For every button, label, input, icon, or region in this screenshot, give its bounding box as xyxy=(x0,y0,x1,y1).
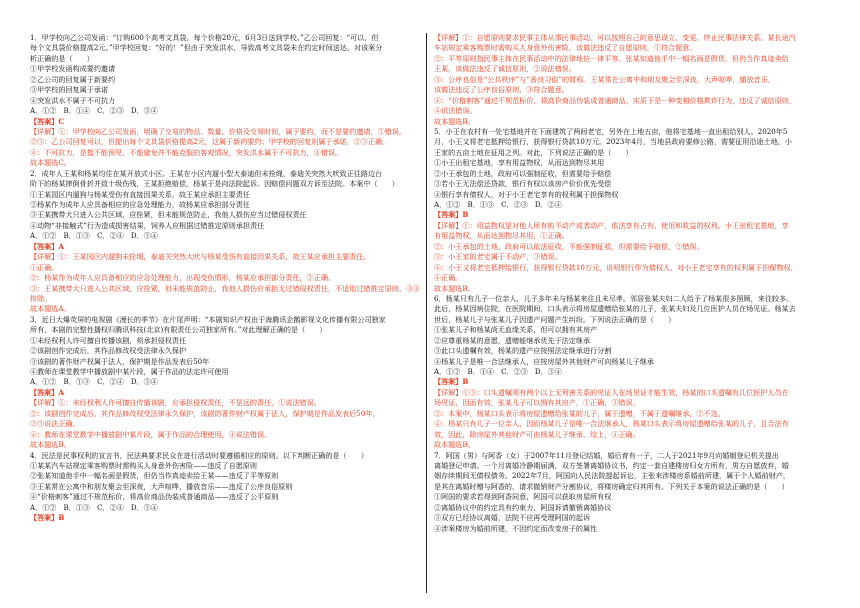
explanation-line: ④：“价格刺客”通过不规范标价，将高价商品伪装成普通商品，实质下是一种变相价格欺诈行为，违反了诚信原则， xyxy=(434,95,796,105)
explanation-line: 王某，该做法违反了诚信原则，②说法错误。 xyxy=(434,64,576,74)
explanation-line: ④：杨某只有儿子一位亲人，因而杨某儿子是唯一合法继承人，杨某口头表示将房屋遗赠给张某的儿子，且合法有 xyxy=(434,419,789,429)
explanation-line: ④说法错误。 xyxy=(434,106,477,116)
text-line: ①甲学校发函构成要约邀请 xyxy=(30,64,116,74)
explanation-line: ②③：乙公司回复可以，但提出每个文具袋价格提高2元，这属于新的要约；甲学校的回复则属于承诺，②③正确。 xyxy=(30,137,390,147)
explanation-line: ④：不可抗力，是指不能预见、不能避免并不能克服的客观情况，突发洪水属于不可抗力，④错误。 xyxy=(30,147,343,157)
explanation-line: 故本题选C。 xyxy=(30,158,71,168)
explanation-line: ②：该剧创作完成后，其作品修改权受法律永久保护，该剧的著作财产权属于法人，保护期是作品发表后50年， xyxy=(30,408,380,418)
explanation-line: 【详解】①：用益物权是对他人所有的不动产或者动产，依法享有占有、使用和收益的权利。小王出租宅基地，享 xyxy=(434,220,789,230)
text-line: A．①② B．①③ C．②④ D．③④ xyxy=(30,502,158,512)
text-line: 2．成年人王某和杨某均住在某开放式小区。王某在小区内遛小型犬泰迪但未拴绳，泰迪关突然大吠致正往路边台 xyxy=(30,168,383,178)
text-line: ②张某知道他手中一幅名画是假货，但仍当作真迹卖给王某——违反了平等原则 xyxy=(30,471,279,481)
text-line: ③此口头遗嘱有效，杨某的遗产应按照法定继承进行分割 xyxy=(434,346,612,356)
text-line: A．①② B．①③ C．②③ D．②④ xyxy=(434,200,562,209)
explanation-line: ④：教师在课堂教学中播放剧中某片段，属于作品的合理使用，④说法错误。 xyxy=(30,429,272,439)
explanation-line: 【详解】①：未经权利人许可擅自传播该剧，应承担侵权责任，不是远的责任，①说法错误。 xyxy=(30,398,321,408)
text-line: 6．杨某只有儿子一位亲人，儿子多年未与杨某来往且未尽孝。邻居张某夫妇二人给予了杨某很多照顾，来往较多。 xyxy=(434,293,794,303)
answer-key: 【答案】A xyxy=(30,241,64,251)
explanation-line: 【详解】①③：口头遗嘱须有两个以上无利害关系的见证人在场见证才能生效，杨某的口头遗嘱有几位医护人员在 xyxy=(434,387,789,397)
explanation-line: 【详解】①：甲学校向乙公司发函，明确了交易的物品、数量、价格及交易时间，属于要约，而不是要约邀请，①错误。 xyxy=(30,126,406,136)
answer-key: 【答案】B xyxy=(434,210,469,220)
text-line: ①某某汽车站规定乘客购票时需购买人身意外伤害险——违反了自愿原则 xyxy=(30,460,257,470)
text-line: ④杨某儿子是唯一合法继承人，应按房屋外其他财产可向杨某儿子继承 xyxy=(434,356,654,366)
explanation-line: 有用益物权，从而达到物尽其用，①正确。 xyxy=(434,231,569,241)
explanation-line: ②：杨某作为成年人应具备相应的应急处理能力，出现受伤情形，杨某应承担部分责任，②正确。 xyxy=(30,273,336,283)
text-line: ②小王承包的土地，政府可以强制征收，但需要给予赔偿 xyxy=(434,168,612,178)
text-line: 离婚登记申请。一个月离婚冷静期届满，双方签署离婚协议书，约定一套自建楼房归女方所有，男方自愿放弃，婚 xyxy=(434,460,789,470)
explanation-line: ②③说法正确。 xyxy=(30,419,80,429)
explanation-line: 故本题选B。 xyxy=(434,440,475,450)
answer-key: 【答案】C xyxy=(30,116,65,126)
text-line: 月，小王又将老宅抵押给银行，获得银行贷款10万元。2023年4月，当地县政府要修公路，需要征用沿途土地，小 xyxy=(434,137,792,147)
text-line: ③双方已经协议离婚，法院不应再受理阿国的起诉 xyxy=(434,513,591,523)
text-line: ②杨某作为成年人应具备相应的应急处理能力，故杨某应承担部分责任 xyxy=(30,200,250,209)
text-line: ④教师在课堂教学中播放剧中某片段，属于作品的法定许可使用 xyxy=(30,367,229,376)
explanation-line: 排除。 xyxy=(30,293,52,303)
text-line: 3．近日大爆荧屏的电视剧《漫长的季节》在片尾声明：“本剧知识产权由于海腾讯企鹅影视文化传播有限公司独家 xyxy=(30,314,386,324)
answer-key: 【答案】B xyxy=(434,377,469,387)
explanation-line: ①正确。 xyxy=(30,262,59,272)
text-line: ②应尊重杨某的意愿，遗赠能继承优先于法定继承 xyxy=(434,335,591,345)
explanation-line: ③：王某携带犬只进入公共区域，应拴紧，但未能规范防止，我他人损伤应承担无过错侵权责任，不适用过错推定原则，③④ xyxy=(30,283,421,293)
text-line: A．①② B．①③ C．②④ D．③④ xyxy=(30,231,158,241)
answer-key: 【答案】B xyxy=(30,513,65,523)
text-line: 是其在离婚时赠与阿香的，请求撤销财产分割协议，将楼房确定归其所有。下列关于本案的说法正确的是（ ） xyxy=(434,481,789,491)
left-column xyxy=(30,33,428,524)
text-line: A．①② B．①④ C．②③ D．③④ xyxy=(434,367,562,376)
text-line: 世后，杨某儿子与张某儿子因遗产问题产生纠纷。下列说法正确的是（ ） xyxy=(434,314,676,324)
text-line: ①小王出租宅基地，享有用益物权，从而达到物尽其用 xyxy=(434,158,605,168)
explanation-line: ④：小王又将老宅抵押给银行，获得银行贷款10万元，说明银行作为债权人，对小王老宅享有的权利属于担保物权， xyxy=(434,262,798,272)
text-line: 阶下的杨某摔倒骨折并致十级伤残，王某拒绝赔偿，杨某于是向法院起诉。因赔偿问题双方诉至法院。本案中（ ） xyxy=(30,179,399,189)
text-line: 5．小王在农村有一处宅基地并在下面建筑了两间老宅，另外在上地五亩，他将宅基地一直出租给别人。2020年5 xyxy=(434,126,788,136)
text-line: A．①② B．①③ C．②④ D．③④ xyxy=(30,377,158,387)
explanation-line: 故本题选B。 xyxy=(434,283,475,293)
text-line: ③王某携带犬只进入公共区域，应拴紧，但未能规范防止，我他人损伤应当过错侵权责任 xyxy=(30,210,307,220)
explanation-line: ③：公序良俗是“公共秩序”与“善良习俗”的简称。王某常在公寓中和朋友聚会至深夜，大声喧哗，播放音乐， xyxy=(434,74,775,84)
explanation-line: 该做法违反了公序良俗原则，③符合题意。 xyxy=(434,85,569,95)
explanation-line: 【详解】①：自愿原则要求民事主体从事民事活动，可以按照自己的意思设立、变更、终止民事法律关系。某长途汽 xyxy=(434,33,796,42)
text-line: ④“价格刺客”通过不规范标价，将高价商品伪装成普通商品——违反了公平原则 xyxy=(30,492,279,502)
text-line: ③王某常在公寓中和朋友聚会至深夜，大声喧哗，播放音乐——违反了公序良俗原则 xyxy=(30,481,293,491)
right-column xyxy=(434,33,832,534)
explanation-line: 车站规定乘客购票时需购买人身意外伤害险，该做法违反了自愿原则，①符合题意。 xyxy=(434,43,697,53)
text-line: ④动物“非接触式”行为造成损害结果，饲养人应根据过错推定原则承担责任 xyxy=(30,220,265,230)
text-line: 姻存续期间无债权债务。2022年7月，阿国向人民法院提起诉讼，主张来涉楼房系婚前所建，属于个人婚前财产， xyxy=(434,471,790,481)
text-line: 4．民法是民事权利的宣言书，民法典要求民众在进行活动时要遵循相应的原则。以下判断正确的是（ ） xyxy=(30,450,368,460)
text-line: ①未经权利人许可擅自传播该剧，须承担侵权责任 xyxy=(30,335,187,345)
explanation-line: ②：平等原则指民事主体在民事活动中的法律地位一律平等。张某知道他手中一幅名画是假货，但仍当作真迹卖给 xyxy=(434,53,789,63)
explanation-line: ③：小王家的老宅属于不动产，③错误。 xyxy=(434,252,562,262)
explanation-line: 效，因此，除房屋外其他财产可由杨某儿子继承，综上，④正确。 xyxy=(434,429,640,439)
text-line: 7．阿国（男）与阿香（女）于2007年11月登记结婚，婚后育有一子，二人于2021年9月向婚姻登记机关提出 xyxy=(434,450,779,460)
explanation-line: ④正确。 xyxy=(434,273,463,283)
text-line: ④银行享有债权人，对于小王老宅享有的权利属于担保物权 xyxy=(434,189,619,199)
text-line: ③甲学校的回复属于承诺 xyxy=(30,85,109,95)
text-line: 此后，杨某因病住院，在医院期间，口头表示将房屋遗赠给张某的儿子，张某夫妇及几位医护人员在场见证。杨某去 xyxy=(434,304,796,314)
text-line: ①张某儿子和杨某尚无血缘关系，但可以拥有其房产 xyxy=(434,325,598,335)
text-line: 每个文具袋价格提高2元。”甲学校回复：“好的！”但由于突发洪水，导致高考文具袋未在约定时间送达。对该案分 xyxy=(30,43,383,53)
explanation-line: ②：本案中，杨某口头表示将房屋遗赠给张某的儿子，属于遗赠，不属于遗嘱继承，②不选。 xyxy=(434,408,725,418)
text-line: 析正确的是（ ） xyxy=(30,53,94,63)
text-line: ②离婚协议中的约定具有约束力，阿国诉请撤销离婚协议 xyxy=(434,502,612,512)
text-line: ②该剧创作完成后，其作品修改权受法律永久保护 xyxy=(30,346,187,356)
explanation-line: 【详解】①：王某园区内遛狗未拴绳，泰迪关突然大吠与杨某受伤有直接因果关系，故王某应承担主要责任， xyxy=(30,252,371,262)
text-line: ③若小王无法偿还贷款，银行有权以该房产价价优先受偿 xyxy=(434,179,612,189)
text-line: ②乙公司的回复属于新要约 xyxy=(30,74,116,84)
explanation-line: 场见证，因而有效，张某儿子可以拥有其房产，①正确，③错误。 xyxy=(434,398,640,408)
explanation-line: 故本题选B。 xyxy=(30,440,71,450)
text-line: ①阿国的要求若得到阿香同意，阿国可以获取房屋所有权 xyxy=(434,492,612,502)
text-line: A．①② B．①④ C．②③ D．③④ xyxy=(30,106,158,116)
text-line: 所有，本剧的完整性播权归腾讯科技(北京)有限责任公司独家所有。”对此理解正确的是（ ） xyxy=(30,325,327,335)
text-line: ③该剧的著作财产权属于法人，保护期是作品发表后50年 xyxy=(30,356,210,366)
explanation-line: ②：小王承包的土地，政府可以依法征收，不能强制征收，但需要给予赔偿，②错误。 xyxy=(434,241,704,251)
text-line: ①王某园区内遛狗与杨某受伤有直接因果关系，故王某应承担主要责任 xyxy=(30,189,250,199)
explanation-line: 故本题选A。 xyxy=(30,304,71,314)
answer-key: 【答案】A xyxy=(30,387,64,397)
explanation-line: 故本题选B。 xyxy=(434,116,475,126)
text-line: ④涉案楼房为婚前所建，不因约定而改变房子的属性 xyxy=(434,523,598,533)
text-line: 1．甲学校向乙公司发函：“订购600个高考文具袋，每个价格20元，6月3日送到学校。”乙公司回复：“可以，但 xyxy=(30,33,379,42)
text-line: 王家的五亩土地在征用之列。对此，下列说法正确的是（ ） xyxy=(434,147,633,157)
text-line: ④突发洪水不属于不可抗力 xyxy=(30,95,116,105)
column-divider xyxy=(426,33,427,593)
